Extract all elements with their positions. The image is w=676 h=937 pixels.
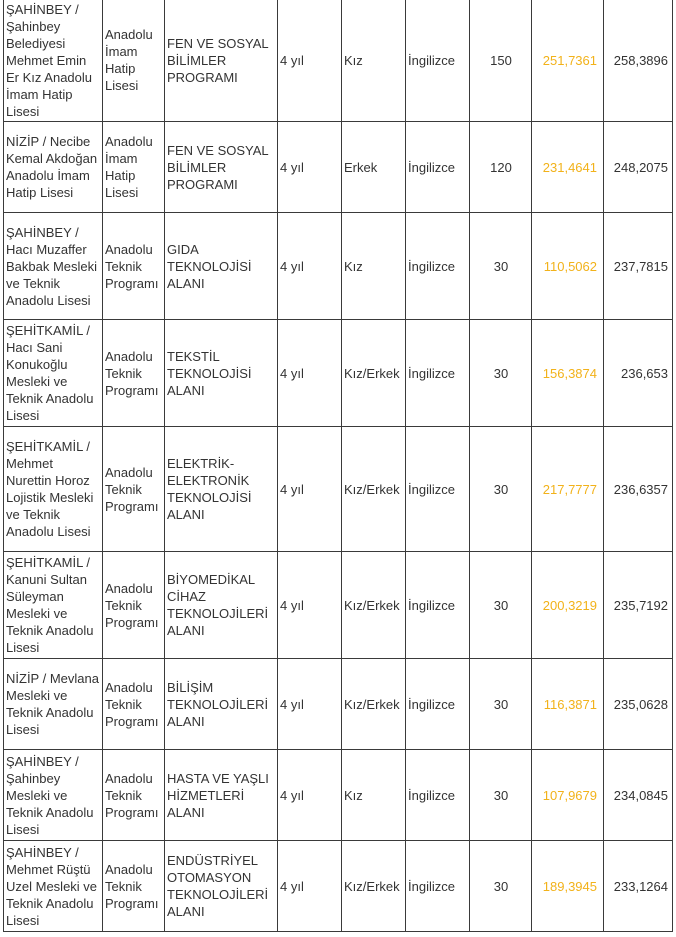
- school-type-cell: Anadolu Teknik Programı: [103, 552, 165, 659]
- school-type-cell: Anadolu Teknik Programı: [103, 427, 165, 552]
- table-row: [4, 659, 673, 750]
- duration-cell: 4 yıl: [278, 659, 342, 750]
- gender-cell: Kız/Erkek: [342, 552, 406, 659]
- quota-cell: 30: [470, 750, 532, 841]
- school-name-cell: NİZİP / Necibe Kemal Akdoğan Anadolu İmam Hatip Lisesi: [4, 122, 103, 213]
- school-type-cell: Anadolu İmam Hatip Lisesi: [103, 122, 165, 213]
- quota-cell: 30: [470, 213, 532, 320]
- program-cell: TEKSTİL TEKNOLOJİSİ ALANI: [165, 320, 278, 427]
- min-score-cell: 217,7777: [532, 427, 604, 552]
- duration-cell: 4 yıl: [278, 0, 342, 122]
- duration-cell: 4 yıl: [278, 122, 342, 213]
- program-cell: FEN VE SOSYAL BİLİMLER PROGRAMI: [165, 0, 278, 122]
- duration-cell: 4 yıl: [278, 213, 342, 320]
- program-cell: ENDÜSTRİYEL OTOMASYON TEKNOLOJİLERİ ALANI: [165, 841, 278, 932]
- quota-cell: 30: [470, 320, 532, 427]
- duration-cell: 4 yıl: [278, 841, 342, 932]
- max-score-cell: 258,3896: [604, 0, 673, 122]
- table-row: [4, 0, 673, 122]
- program-cell: HASTA VE YAŞLI HİZMETLERİ ALANI: [165, 750, 278, 841]
- language-cell: İngilizce: [406, 0, 470, 122]
- quota-cell: 150: [470, 0, 532, 122]
- quota-cell: 30: [470, 659, 532, 750]
- min-score-cell: 231,4641: [532, 122, 604, 213]
- school-type-cell: Anadolu İmam Hatip Lisesi: [103, 0, 165, 122]
- max-score-cell: 233,1264: [604, 841, 673, 932]
- min-score-cell: 116,3871: [532, 659, 604, 750]
- program-cell: BİLİŞİM TEKNOLOJİLERİ ALANI: [165, 659, 278, 750]
- school-name-cell: ŞEHİTKAMİL / Hacı Sani Konukoğlu Mesleki ve Teknik Anadolu Lisesi: [4, 320, 103, 427]
- min-score-cell: 110,5062: [532, 213, 604, 320]
- school-name-cell: NİZİP / Mevlana Mesleki ve Teknik Anadolu Lisesi: [4, 659, 103, 750]
- duration-cell: 4 yıl: [278, 750, 342, 841]
- gender-cell: Kız: [342, 213, 406, 320]
- max-score-cell: 235,7192: [604, 552, 673, 659]
- gender-cell: Kız/Erkek: [342, 659, 406, 750]
- table-row: [4, 750, 673, 841]
- program-cell: GIDA TEKNOLOJİSİ ALANI: [165, 213, 278, 320]
- duration-cell: 4 yıl: [278, 552, 342, 659]
- max-score-cell: 248,2075: [604, 122, 673, 213]
- gender-cell: Kız: [342, 0, 406, 122]
- max-score-cell: 235,0628: [604, 659, 673, 750]
- quota-cell: 120: [470, 122, 532, 213]
- max-score-cell: 237,7815: [604, 213, 673, 320]
- language-cell: İngilizce: [406, 659, 470, 750]
- language-cell: İngilizce: [406, 427, 470, 552]
- school-name-cell: ŞEHİTKAMİL / Kanuni Sultan Süleyman Mesleki ve Teknik Anadolu Lisesi: [4, 552, 103, 659]
- min-score-cell: 251,7361: [532, 0, 604, 122]
- quota-cell: 30: [470, 841, 532, 932]
- table-row: [4, 427, 673, 552]
- quota-cell: 30: [470, 552, 532, 659]
- school-name-cell: ŞAHİNBEY / Şahinbey Mesleki ve Teknik Anadolu Lisesi: [4, 750, 103, 841]
- max-score-cell: 234,0845: [604, 750, 673, 841]
- min-score-cell: 189,3945: [532, 841, 604, 932]
- school-type-cell: Anadolu Teknik Programı: [103, 213, 165, 320]
- school-name-cell: ŞEHİTKAMİL / Mehmet Nurettin Horoz Lojistik Mesleki ve Teknik Anadolu Lisesi: [4, 427, 103, 552]
- min-score-cell: 200,3219: [532, 552, 604, 659]
- language-cell: İngilizce: [406, 213, 470, 320]
- school-type-cell: Anadolu Teknik Programı: [103, 659, 165, 750]
- school-name-cell: ŞAHİNBEY / Hacı Muzaffer Bakbak Mesleki ve Teknik Anadolu Lisesi: [4, 213, 103, 320]
- min-score-cell: 107,9679: [532, 750, 604, 841]
- language-cell: İngilizce: [406, 750, 470, 841]
- school-type-cell: Anadolu Teknik Programı: [103, 750, 165, 841]
- table-row: [4, 552, 673, 659]
- max-score-cell: 236,6357: [604, 427, 673, 552]
- max-score-cell: 236,653: [604, 320, 673, 427]
- language-cell: İngilizce: [406, 841, 470, 932]
- school-type-cell: Anadolu Teknik Programı: [103, 841, 165, 932]
- duration-cell: 4 yıl: [278, 320, 342, 427]
- gender-cell: Kız/Erkek: [342, 320, 406, 427]
- language-cell: İngilizce: [406, 122, 470, 213]
- school-name-cell: ŞAHİNBEY / Şahinbey Belediyesi Mehmet Emin Er Kız Anadolu İmam Hatip Lisesi: [4, 0, 103, 122]
- table-row: [4, 213, 673, 320]
- duration-cell: 4 yıl: [278, 427, 342, 552]
- table-row: [4, 841, 673, 932]
- program-cell: FEN VE SOSYAL BİLİMLER PROGRAMI: [165, 122, 278, 213]
- program-cell: ELEKTRİK-ELEKTRONİK TEKNOLOJİSİ ALANI: [165, 427, 278, 552]
- quota-cell: 30: [470, 427, 532, 552]
- gender-cell: Kız/Erkek: [342, 841, 406, 932]
- table-row: [4, 320, 673, 427]
- language-cell: İngilizce: [406, 552, 470, 659]
- language-cell: İngilizce: [406, 320, 470, 427]
- school-type-cell: Anadolu Teknik Programı: [103, 320, 165, 427]
- school-scores-table: [3, 0, 673, 932]
- program-cell: BİYOMEDİKAL CİHAZ TEKNOLOJİLERİ ALANI: [165, 552, 278, 659]
- gender-cell: Kız/Erkek: [342, 427, 406, 552]
- table-row: [4, 122, 673, 213]
- gender-cell: Erkek: [342, 122, 406, 213]
- gender-cell: Kız: [342, 750, 406, 841]
- min-score-cell: 156,3874: [532, 320, 604, 427]
- school-name-cell: ŞAHİNBEY / Mehmet Rüştü Uzel Mesleki ve Teknik Anadolu Lisesi: [4, 841, 103, 932]
